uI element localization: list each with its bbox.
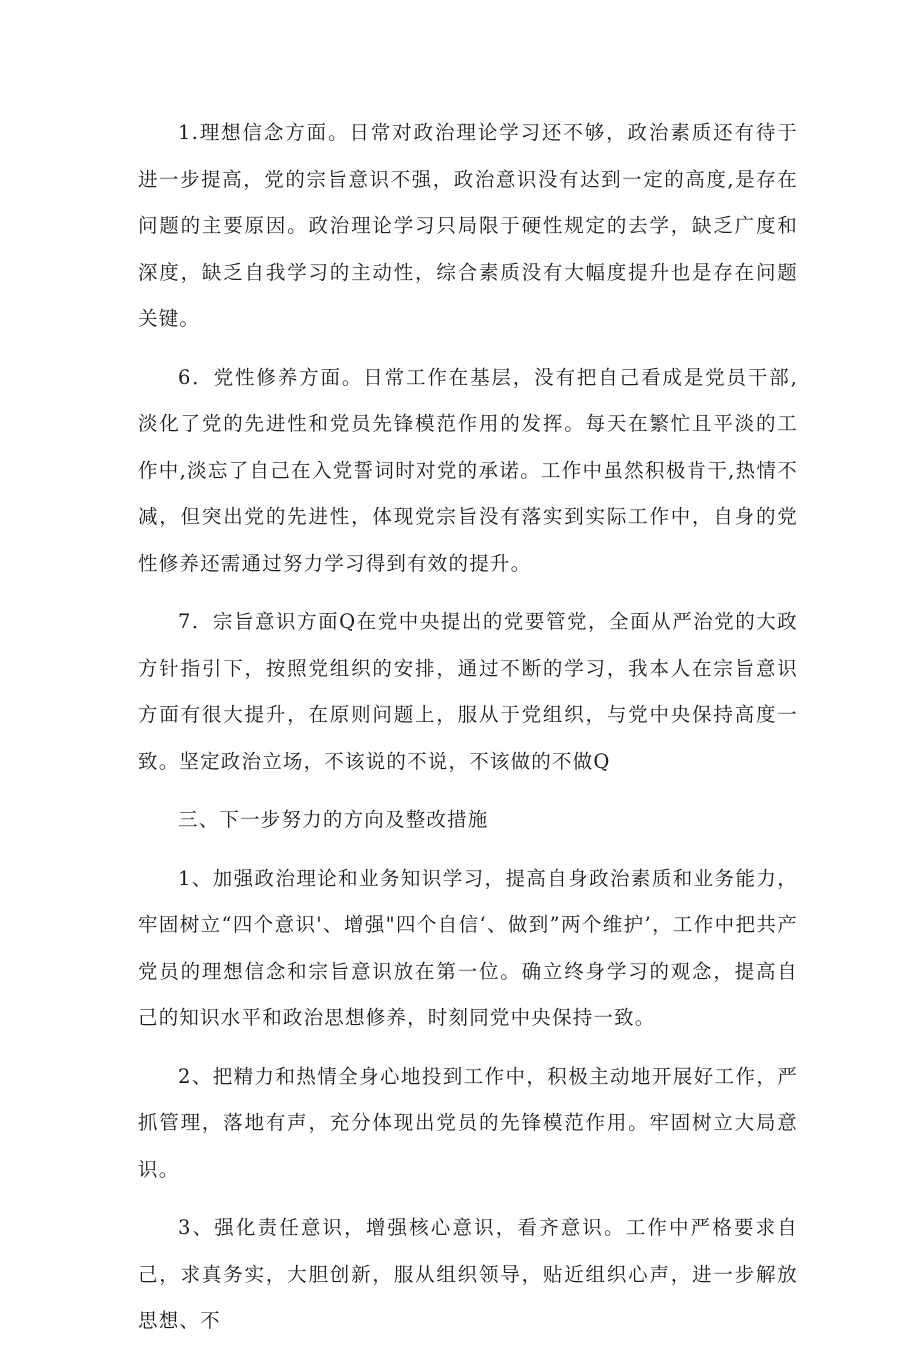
document-body <box>138 110 798 1345</box>
paragraph-party-spirit: 6．党性修养方面。日常工作在基层，没有把自己看成是党员干部,淡化了党的先进性和党员先锋模范作用的发挥。每天在繁忙且平淡的工作中,淡忘了自己在入党誓词时对党的承诺。工作中虽然积极肯干,热情不减，但突出党的先进性，体现党宗旨没有落实到实际工作中，自身的党性修养还需通过努力学习得到有效的提升。 <box>138 365 798 575</box>
section-heading: 三、下一步努力的方向及整改措施 <box>178 808 489 831</box>
measure-item-3: 3、强化责任意识，增强核心意识，看齐意识。工作中严格要求自己，求真务实，大胆创新，服从组织领导，贴近组织心声，进一步解放思想、不 <box>138 1216 798 1332</box>
paragraph-purpose-awareness: 7．宗旨意识方面Q在党中央提出的党要管党，全面从严治党的大政方针指引下，按照党组织的安排，通过不断的学习，我本人在宗旨意识方面有很大提升，在原则问题上，服从于党组织，与党中央保持高度一致。坚定政治立场，不该说的不说，不该做的不做Q <box>138 610 798 773</box>
measure-item-1: 1、加强政治理论和业务知识学习，提高自身政治素质和业务能力，牢固树立“四个意识'、增强"四个自信‘、做到”两个维护’，工作中把共产党员的理想信念和宗旨意识放在第一位。确立终身学习的观念，提高自己的知识水平和政治思想修养，时刻同党中央保持一致。 <box>138 866 798 1029</box>
paragraph-ideals-beliefs: 1.理想信念方面。日常对政治理论学习还不够，政治素质还有待于进一步提高，党的宗旨意识不强，政治意识没有达到一定的高度,是存在问题的主要原因。政治理论学习只局限于硬性规定的去学，缺乏广度和深度，缺乏自我学习的主动性，综合素质没有大幅度提升也是存在问题关键。 <box>138 121 798 330</box>
measure-item-2: 2、把精力和热情全身心地投到工作中，积极主动地开展好工作，严抓管理，落地有声，充分体现出党员的先锋模范作用。牢固树立大局意识。 <box>138 1064 798 1181</box>
